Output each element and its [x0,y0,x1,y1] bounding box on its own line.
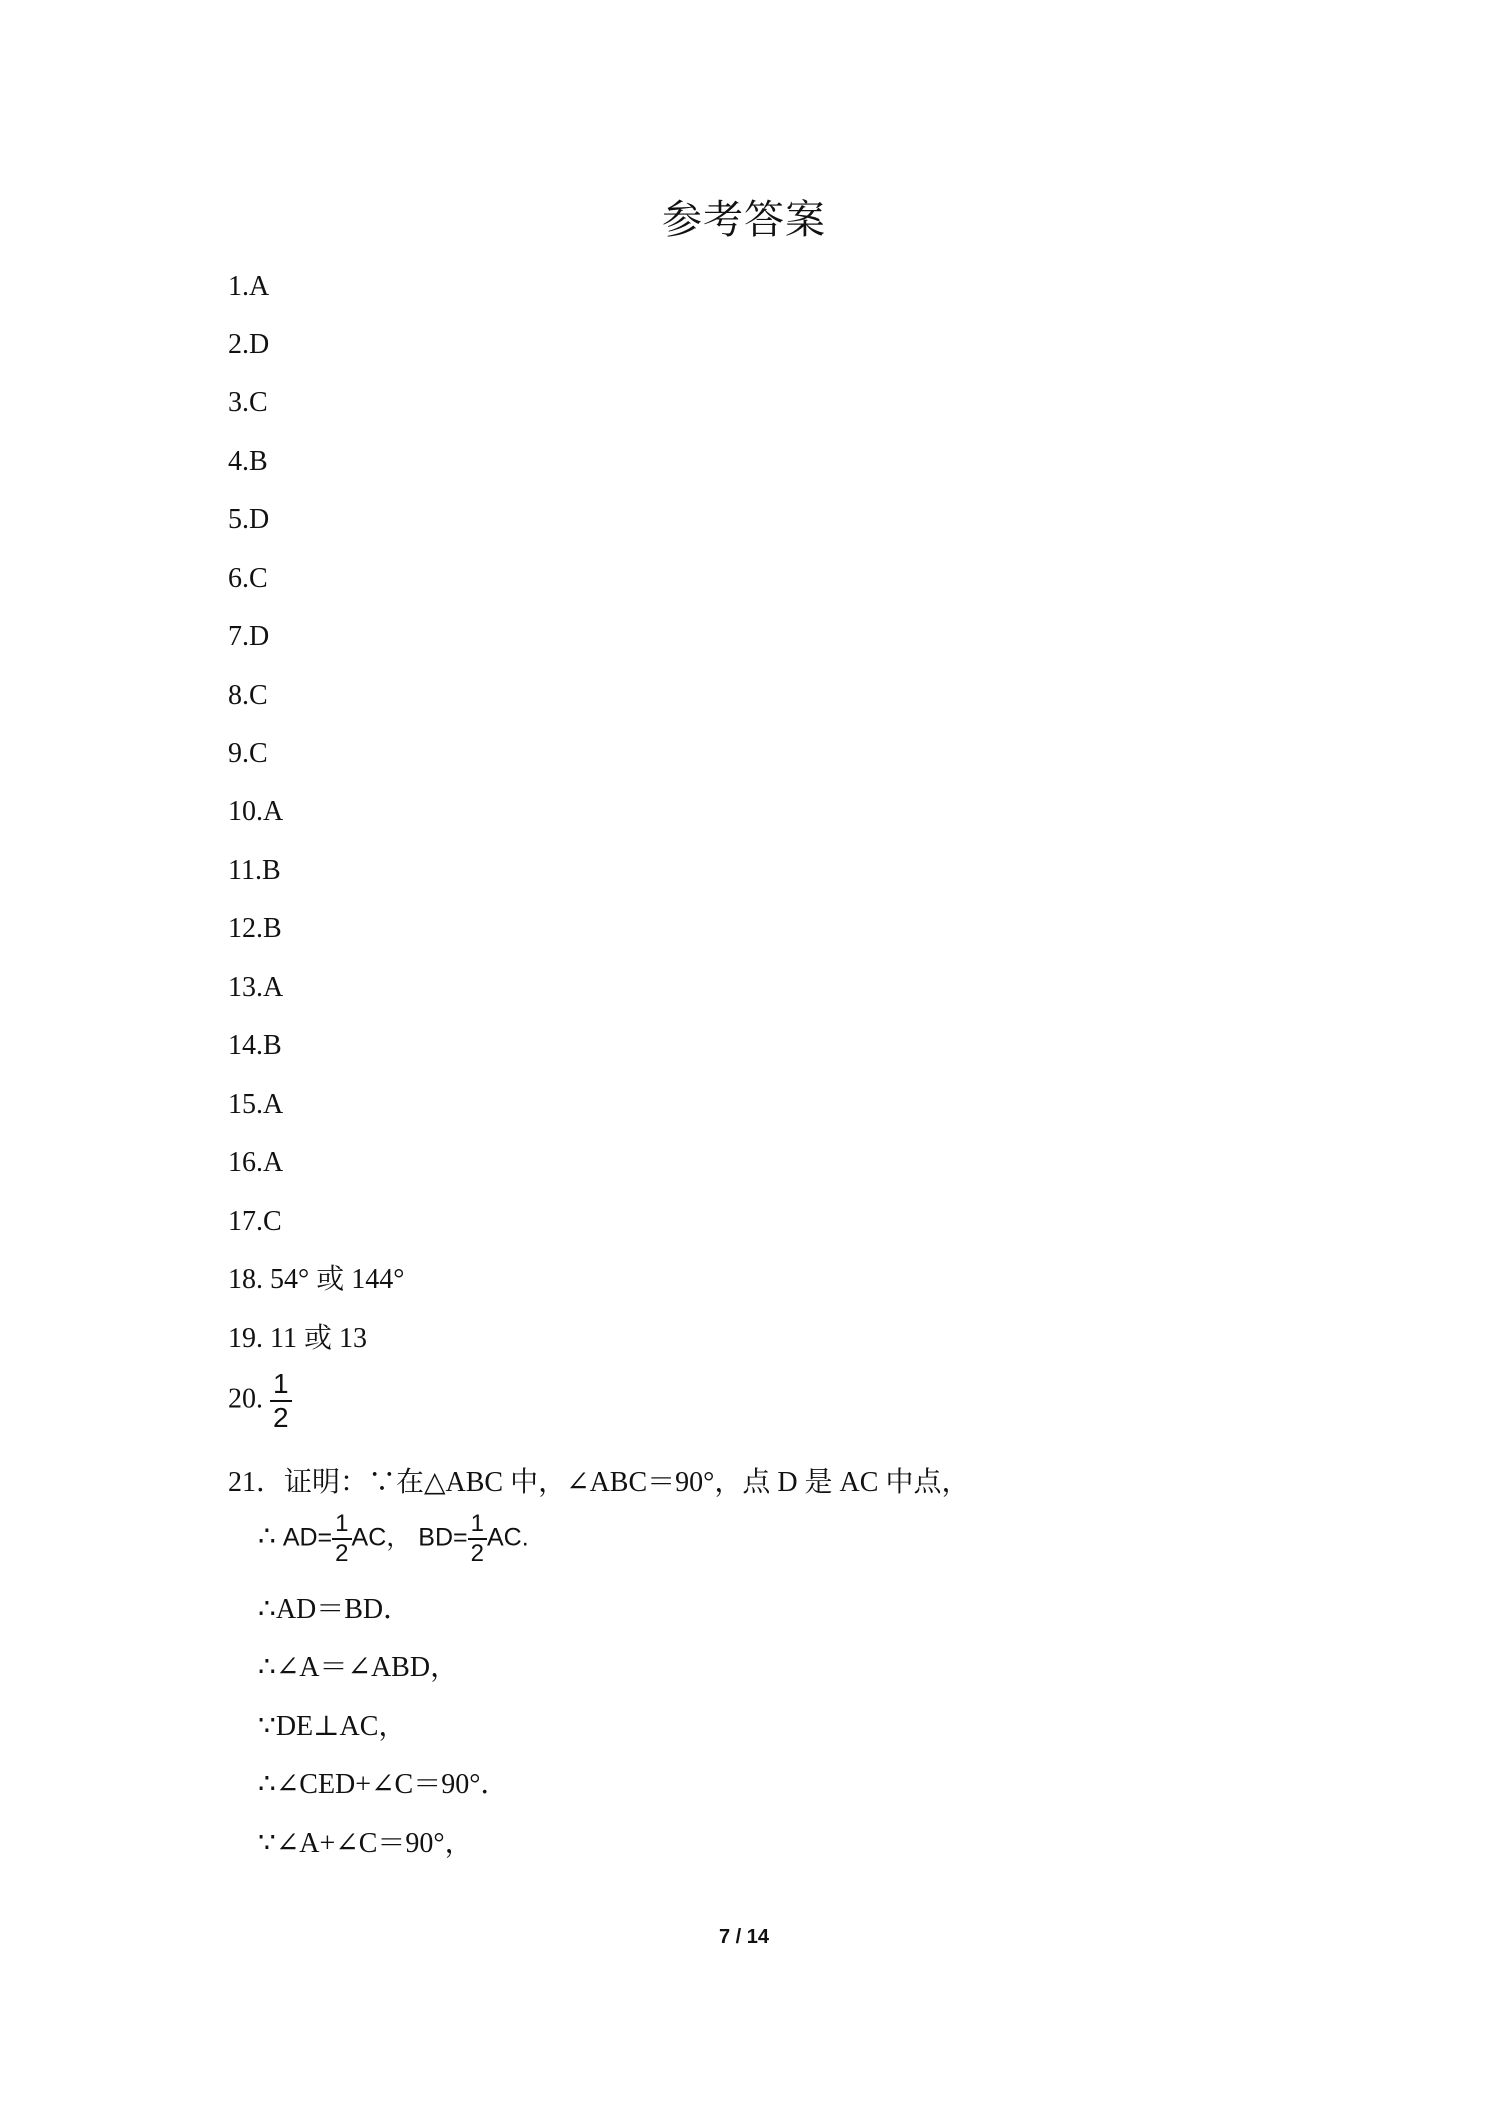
answer-item: 16.A [228,1147,284,1178]
proof-step: ∴∠CED+∠C＝90°． [258,1769,509,1800]
expression-label: BD= [418,1523,468,1552]
fraction-numerator: 1 [270,1370,292,1402]
answer-item-20 [228,1370,292,1432]
proof-step: ∴∠A＝∠ABD， [258,1652,459,1683]
answer-item: 1.A [228,271,270,302]
answer-item: 17.C [228,1206,282,1237]
page-number: 7 / 14 [718,1926,770,1948]
fraction [332,1512,351,1566]
expression-label: AC， [351,1523,412,1552]
proof-step: ∴AD＝BD． [258,1594,412,1625]
page-title: 参考答案 [662,197,826,243]
answer-item: 8.C [228,680,268,711]
answer-item: 18. 54° 或 144° [228,1264,405,1295]
fraction [468,1512,487,1566]
answer-item: 11.B [228,855,281,886]
fraction-denominator: 2 [273,1402,289,1433]
answer-item: 19. 11 或 13 [228,1323,367,1354]
proof-heading: 21．证明：∵在△ABC 中，∠ABC＝90°，点 D 是 AC 中点， [228,1467,970,1498]
fraction-denominator: 2 [470,1540,484,1567]
answer-item: 6.C [228,563,268,594]
answer-item: 15.A [228,1089,284,1120]
answer-item: 10.A [228,796,284,827]
answer-item: 12.B [228,913,282,944]
answer-item: 2.D [228,329,270,360]
answer-item: 14.B [228,1030,282,1061]
answer-item: 3.C [228,387,268,418]
proof-step [258,1512,529,1566]
fraction-numerator: 1 [332,1512,351,1540]
expression-label: AD= [282,1523,333,1552]
expression-label: AC. [486,1523,529,1552]
answer-item: 13.A [228,972,284,1003]
answer-item: 9.C [228,738,268,769]
answer-item: 7.D [228,621,270,652]
fraction-numerator: 1 [468,1512,487,1540]
fraction-denominator: 2 [335,1540,349,1567]
fraction [270,1370,292,1432]
proof-step: ∵∠A+∠C＝90°， [258,1828,473,1859]
answer-item: 4.B [228,446,268,477]
answer-item: 5.D [228,504,270,535]
therefore-symbol: ∴ [258,1521,276,1553]
proof-step: ∵DE⊥AC， [258,1711,407,1742]
answer-label: 20. [228,1383,263,1415]
